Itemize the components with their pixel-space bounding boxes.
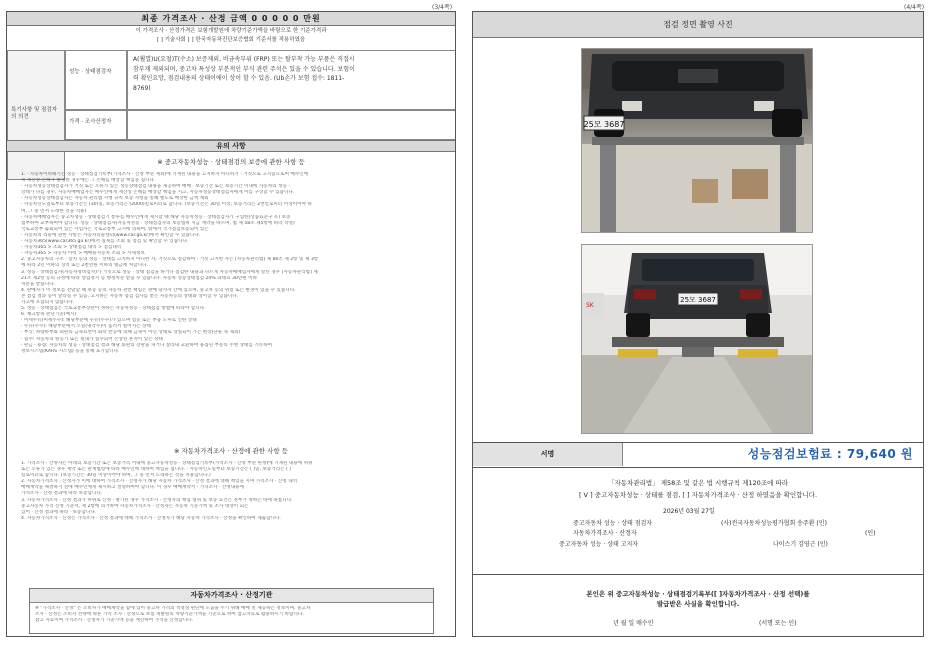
signer-1-role: 중고자동차 성능 · 상태 점검자 [573,520,653,527]
notice-line: 2. 중고자동차의 구조 · 장치 등의 성능 · 상태를 고지하지 아니한 자, 거짓으로 점검하여 · 거짓 고지한 자는 [자동차관리법] 제 80조 제 2항 및 제 3항 [21,257,319,263]
front-photo-lift [581,48,813,233]
notice-line: 국토교통부 출회되어 있는 사업자는 국토교통부 고시에 의하여, 밖에서 국가점검보증되어 있는 [21,226,209,232]
notice-line: 킬로미터로 합니다. (보증기간은 30일 이상이어야 하며, 그 중 먼저 도래하는 것을 적용합니다.) [21,473,211,479]
notice-line: 4. 판매자가 이 정보를 전달할 때 보증 등의 자동차 관련 책임은 판매 당사자 간에 있으며, 중고차 등의 위험 또는 변경이 있을 수 있습니다. [21,287,296,293]
price-description: 이 가격조사 · 산정가격은 보험개발원에 차량기준가액을 바탕으로 한 기준가격과 [135,28,327,34]
notice-line: 또는 오류가 있는 경우 계약 또는 관계법령에 따라 매수인에 대하여 책임을 집니다. · 자동차인도일부터 보증기간은 ( )일, 보증거리는 ( ) [21,467,292,473]
section2-title: ※ 자동차가격조사 · 산정에 관한 사항 등 [173,447,289,455]
section1-title: ※ 중고자동차성능 · 상태점검의 보증에 관한 사항 등 [157,158,305,166]
notice-line: · 침수: 자동차의 원동기 또는 실내가 침수되어 손상된 흔적이 있는 상태 [21,336,163,342]
front-photo-image [582,49,813,233]
box-line: 조사 · 산정은 소비자 선택에 따른 가격 조사 · 산정으로 보험 개발원의 차량기준가액을 기준으로 하여 참고자료로 활용하시기 바랍니다. [35,612,304,618]
notice-line: 3. 성능 · 상태점검자(자동차정비업자)가 거짓으로 성능 · 상태 점검을 하거나 점검한 내용과 다르게 자동차매매업자에게 알린 경우 [자동차관리법] 제 [21,269,318,275]
left-page-number: (3/4쪽) [432,4,453,11]
rear-photo-lift [581,244,813,434]
notice-line: 첨부하여 교부하여야 합니다. 성능 · 상태점검자(자동차성능 · 상태점검자의 보증범위 지금 계약을 따르며, 법 제 58조 제5항에 따라 작성) [21,220,295,226]
notice-line: - 자동차365 > 조회 > 상태점검 내역 > 점검내역 [21,245,122,251]
price-inspector-opinion [127,110,456,140]
inspection-page-4 [472,11,924,637]
notice-line: 게 재산상 손해가 발생한 경우에는 그 손해를 배상할 책임을 집니다. [21,178,156,184]
box-line: 참고 자료이며 가격조사 · 산정자가 기준가액 등을 계산하여 가격을 산정합니다. [35,618,194,624]
notice-line: 처분을 받습니다. [21,281,55,287]
buyer-sign: (서명 또는 인) [759,620,797,627]
shop-sign: SK [586,302,594,309]
inspection-page-3 [6,11,456,637]
notice-line: · 자동차인도일로부터 보증기간은 (30)일, 보증거리는 (2000)킬로미터로 합니다. (보증기간은 30일 이상, 보증거리는 2천킬로미터 이상이어야 하 [21,202,312,208]
signer-2-name: (인) [865,530,876,537]
notice-line: · 자동차성능상태점검자는 자동차 관리법 시행 규칙 보증 사항을 통해 별도로 배상한 금액 제외 [21,196,209,202]
rear-photo-image [582,245,813,434]
notice-line: 5. 성능 · 상태점검은 국토교통부장관이 정하는 자동차성능 · 상태점검 방법에 따라야 합니다. [21,306,206,312]
notice-line: 있어 · 산정 결과에 따라 · 보증합니다. [21,509,97,515]
photo-header: 점검 정면 촬영 사진 [473,12,923,38]
notice-line: · 누유(누수): 해당부분에서 오일(냉각수)이 흘러서 떨어지는 상태 [21,324,151,330]
final-price-row: 최종 가격조사 · 산정 금액 0 0 0 0 0 만원 [7,12,455,26]
notice-line: · 자동차의 리콜에 관한 사항은 자동차리콜센터(www.car.go.kr)에서 확인할 수 있습니다. [21,232,201,238]
pricing-agency-title: 자동차가격조사 · 산정기관 [30,589,433,603]
notice-line: · 미세누유(미세누수): 해당부분에 누유(누수)가 있으며 점등 또는 부품 노후로 인한 상태 [21,318,197,324]
signer-2-role: 자동차가격조사 · 산정자 [573,530,637,537]
buyer-confirm-line-1: 본인은 위 중고자동차성능 · 상태점검기록부([ ]자동차가격조사 · 산정 선택)를 [586,590,810,598]
standard-checkbox-line[interactable]: [ ] 기술사회 [ ] 한국자동차진단보증협회 기준서를 적용하였음 [156,37,306,43]
section2-body [21,461,443,522]
notice-line: 매매계약을 체결하기 전에 매수인에게 제시하고 설명하여야 합니다. 이 경우 매매계약서 · 가격조사 · 산정내용에 [21,485,245,491]
perf-inspector-label: 성능 · 상태점검자 [65,50,127,110]
signer-1-name: (사)전국자동차성능평가협회 송주환 (인) [721,520,827,527]
notice-line: 중고자동차 가격 산정 기준서, 제 2항에 의거하여 자동차가격조사 · 산정자는 자동차 기준가액 및 조사 대상이 되는 [21,503,249,509]
inspection-premium: 성능점검보험료 : 79,640 원 [747,447,913,461]
plate-number-1: 25모 3687 [583,120,625,129]
notice-line: 본 점검 결과 등이 달라질 수 있음, 고지하는 자동차 점검 검사를 받은 자동차등의 상태와 상이할 수 있습니다. [21,293,239,299]
notice-line: 사고에 포함되지 않습니다. [21,299,75,305]
notice-line: · 판금 · 용접: 자동차의 성능 · 상태점검 결과 해당 외판의 강판을 펴거나 잘라내 교환하여 용접된 부분의 주변 상태를 기록하여 [21,342,273,348]
notice-line: 상태가 다를 경우, 자동차매매업자는 매수인에게 재산상 손해를 배상할 책임을 지고, 자동차성능상태점검자에게 이를 구상할 수 있습니다. [21,190,295,196]
notice-header: 유의 사항 [7,140,455,152]
cert-line-2: [ V ] 중고자동차성능 · 상태를 점검, [ ] 자동차가격조사 · 산정 하였음을 확인합니다. [578,491,818,499]
signature-row [473,442,923,468]
notice-line: 1. · 자동차이력패기는 성능 · 상태점검기록부(가격조사 · 산정 부분 제외)에 기재된 내용을 고지하지 아니하거 · 거짓으로 고지함으로써 매수인에 [21,172,309,177]
notice-line: 가격조사 · 산정 결과에 따라 보증합니다. [21,491,103,497]
price-inspector-label: 가격 · 조사산정자 [65,110,127,140]
signer-3-role: 중고자동차 성능 · 상태 고지자 [559,541,639,548]
notice-line: · 자동차매매업자는 중고차성능 · 상태점검기 통투를 매수인에게 제시할 때 해당 자동차성능 · 상태점검자가 구입한(상품표준구 포) 보증 [21,214,291,220]
cert-line-1: 「자동차관리법」 제58조 및 같은 법 시행규칙 제120조에 따라 [608,479,788,487]
pricing-agency-box [29,588,434,634]
notice-line: 6. 체크항목 판단기준(예시) [21,312,77,318]
notice-line: 21조 제2항 등의 규정에 따라 영업정지 등 행정처분 받을 수 있습니다. 자동차 성능상태점검 20% 과태료 30만원 이하 [21,275,258,281]
signature-label: 서명 [473,443,623,466]
perf-inspector-opinion: A(휠열)U(요철)T(수소) 보증제외, 비금속부위 (FRP) 또는 탈부착 가능 부품은 직접시 참부재 제외되며, 중고차 특성상 부분적인 부식 관련 주석은 있을 수 있습니다. 보험이 력 확인요망, 점검내용의 상태이에이 상이 할 수 있음. (Ub손가 보험 접수: 1811- 8769) [127,50,456,110]
notice-line: · 자동차성능상태점검자가 거짓 또는 오류가 있는 성능상태점검 내용을 제공하여 매매 · 보증기간 또는 보증기간 이내에 자동차의 성능 · [21,184,290,190]
notice-line: 3. 자동차가격조사 · 산정 결과가 허위로 산정 · 평가된 경우 가격조사 · 산정자의 책임 범위 및 보증 요건은 정부가 정하는 바에 따릅니다. [21,497,293,503]
notice-line: · 자동차365(www.car365.go.kr)에서 실제를 조회 및 점검 및 확인할 수 있습니다. [21,239,189,245]
notice-line: 정보시스템(KARS 시스템) 등을 통해 표기합니다. [21,348,120,354]
plate-number-2: 25모 3687 [680,296,716,304]
notice-line: 4. 자동차가격조사 · 산정은 가격조사 · 산정 결과에 대해 가격조사 · 산정자가 해당 자동차 가격조사 · 산정을 확인하여 제출합니다. [21,515,281,521]
notice-line: - 자동차365 > 자동차 이력 > 매매용자동차 조회 > 시세정보 [21,251,145,257]
special-notes-label: 특기사항 및 점검자의 의견 [7,50,65,180]
right-page-number: (4/4쪽) [904,4,925,11]
section1-body [21,172,443,355]
signer-3-name: 나이스기 김영근 (인) [773,541,828,548]
notice-line: 2. 자동차가격조사 · 산정자가 이에 대하여 가격조사 · 산정자가 해당 자동차 가격조사 · 산정 결과에 대해 책임을 지며 가격조사 · 산정 내역 [21,479,298,485]
notice-line: 에 따라 2년 이하의 징역 또는 2천만원 이하의 벌금에 처합니다. [21,263,148,269]
box-line: ※ "가격조사 · 산정" 은 소비자가 매매계약을 함에 있어 중고차 가격의 적정성 판단에 도움을 주기 위해 매매 전 제공하는 정보이며, 중고차 [35,606,311,611]
notice-line: · 부식: 차량하부와 외판의 금속표면이 화학 반응에 의해 금속이 아닌 상태로 상실되어 가는 현상(단순 녹 제외) [21,330,241,336]
buyer-date: 년 월 일 매수인 [613,620,654,627]
buyer-confirm-line-2: 발급받은 사실을 확인합니다. [656,600,740,608]
notice-line: 며, 그 중 먼저 도래한 것을 적용) [21,208,87,214]
cert-date: 2026년 03월 27일 [663,508,715,515]
notice-line: 1. 가격조사 · 산정자는 아래의 보증기간 또는 보증거리 이내에 중고자동차성능 · 상태점검기록부(가격조사 · 산정 부분 한정)에 기재된 내용에 허위 [21,461,313,466]
